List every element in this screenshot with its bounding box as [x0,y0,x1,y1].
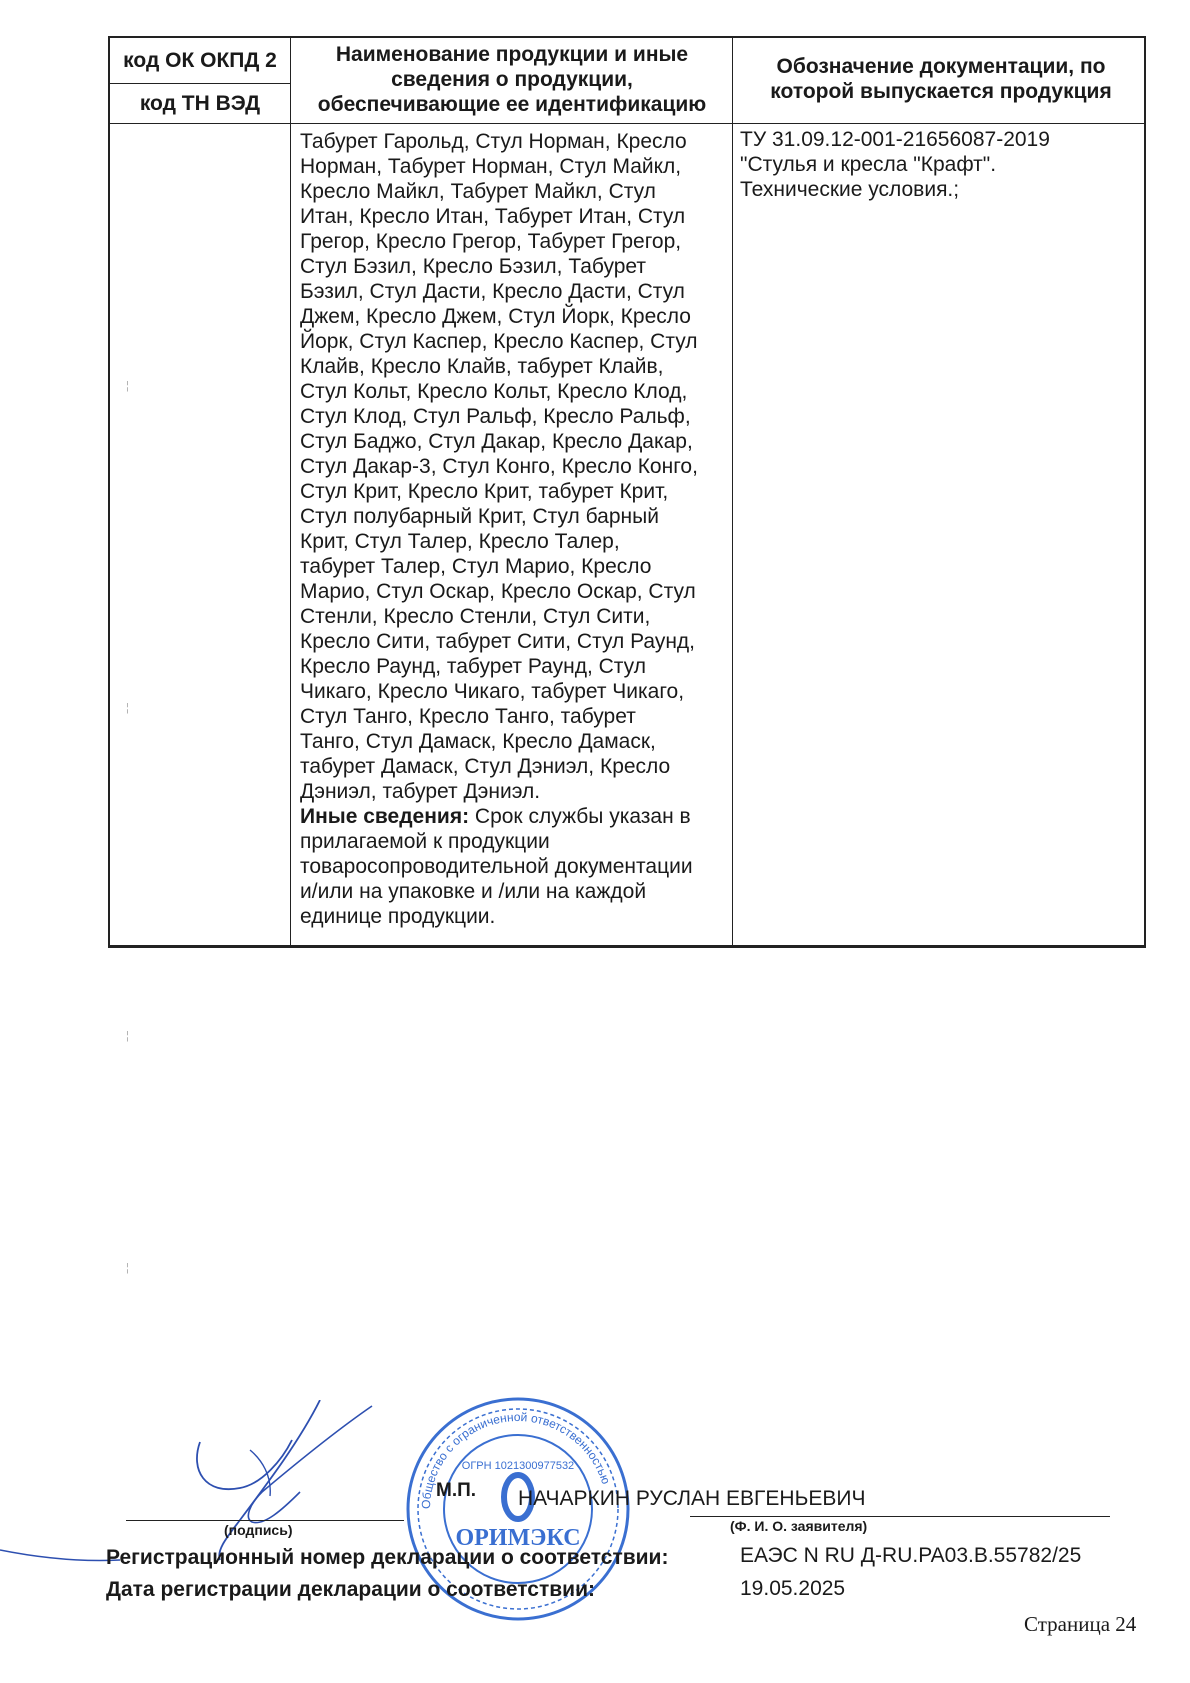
product-line: Кресло Раунд, табурет Раунд, Стул [300,655,646,678]
table-divider [110,83,290,84]
other-info-line [300,804,840,829]
product-line: Бэзил, Стул Дасти, Кресло Дасти, Стул [300,280,685,303]
product-line: Дэниэл, табурет Дэниэл. [300,780,541,803]
header-documentation: Обозначение документации, по которой выпускается продукция [770,55,1112,103]
product-line: Стенли, Кресло Стенли, Стул Сити, [300,605,651,628]
registration-number-value: ЕАЭС N RU Д-RU.PA03.B.55782/25 [740,1544,1082,1567]
documentation-cell [740,127,1140,202]
product-line: табурет Талер, Стул Марио, Кресло [300,555,652,578]
product-line: Кресло Сити, табурет Сити, Стул Раунд, [300,630,696,653]
product-line: табурет Дамаск, Стул Дэниэл, Кресло [300,755,671,778]
product-line: Стул Бэзил, Кресло Бэзил, Табурет [300,255,646,278]
stamp-place-label: М.П. [436,1480,477,1501]
product-line: Джем, Кресло Джем, Стул Йорк, Кресло [300,305,691,328]
product-line: Грегор, Кресло Грегор, Табурет Грегор, [300,230,682,253]
product-line: Стул полубарный Крит, Стул барный [300,505,659,528]
other-info-line: прилагаемой к продукции [300,830,550,853]
header-okpd: код ОК ОКПД 2 [123,49,277,72]
product-table [108,36,1146,948]
scan-mark: ¦ [126,702,129,714]
product-line: Стул Клод, Стул Ральф, Кресло Ральф, [300,405,691,428]
signature-caption: (подпись) [224,1522,293,1538]
product-line: Крит, Стул Талер, Кресло Талер, [300,530,620,553]
other-info-label: Иные сведения: [300,805,470,828]
product-list [300,129,840,929]
applicant-name: НАЧАРКИН РУСЛАН ЕВГЕНЬЕВИЧ [518,1487,866,1510]
scan-mark: ¦ [126,1030,129,1042]
product-line: Стул Дакар-3, Стул Конго, Кресло Конго, [300,455,698,478]
doc-line: "Стулья и кресла "Крафт". [740,153,997,176]
registration-date-label: Дата регистрации декларации о соответствии: [106,1578,595,1601]
stamp-center-text: ОРИМЭКС [455,1525,581,1551]
other-info-line: и/или на упаковке и /или на каждой [300,880,647,903]
name-caption: (Ф. И. О. заявителя) [730,1518,868,1534]
other-info-line: товаросопроводительной документации [300,855,693,878]
scan-mark: ¦ [126,380,129,392]
table-divider [110,123,1144,124]
product-line: Стул Крит, Кресло Крит, табурет Крит, [300,480,669,503]
doc-line: ТУ 31.09.12-001-21656087-2019 [740,128,1050,151]
name-line [690,1516,1110,1517]
product-line: Итан, Кресло Итан, Табурет Итан, Стул [300,205,686,228]
signature-line [126,1520,404,1521]
scan-mark: ¦ [126,1262,129,1274]
other-info-text: Срок службы указан в [469,805,691,828]
product-line: Клайв, Кресло Клайв, табурет Клайв, [300,355,664,378]
product-line: Табурет Гарольд, Стул Норман, Кресло [300,130,687,153]
stamp-ogrn: ОГРН 1021300977532 [461,1460,575,1472]
product-line: Йорк, Стул Каспер, Кресло Каспер, Стул [300,330,698,353]
product-line: Норман, Табурет Норман, Стул Майкл, [300,155,682,178]
product-line: Марио, Стул Оскар, Кресло Оскар, Стул [300,580,696,603]
registration-date-value: 19.05.2025 [740,1577,846,1600]
page-number: Страница 24 [1024,1612,1137,1636]
header-product-name: Наименование продукции и иные сведения о продукции, обеспечивающие ее идентификацию [317,43,707,116]
product-line: Стул Баджо, Стул Дакар, Кресло Дакар, [300,430,693,453]
registration-number-label: Регистрационный номер декларации о соответствии: [106,1546,669,1569]
product-line: Чикаго, Кресло Чикаго, табурет Чикаго, [300,680,685,703]
product-line: Стул Танго, Кресло Танго, табурет [300,705,636,728]
doc-line: Технические условия.; [740,178,960,201]
product-line: Танго, Стул Дамаск, Кресло Дамаск, [300,730,656,753]
other-info-line: единице продукции. [300,905,496,928]
header-tnved: код ТН ВЭД [139,92,261,115]
product-line: Стул Кольт, Кресло Кольт, Кресло Клод, [300,380,688,403]
product-line: Кресло Майкл, Табурет Майкл, Стул [300,180,656,203]
stamp-ring-text: Общество с ограниченной ответственностью [418,1409,614,1510]
table-divider [290,38,291,945]
